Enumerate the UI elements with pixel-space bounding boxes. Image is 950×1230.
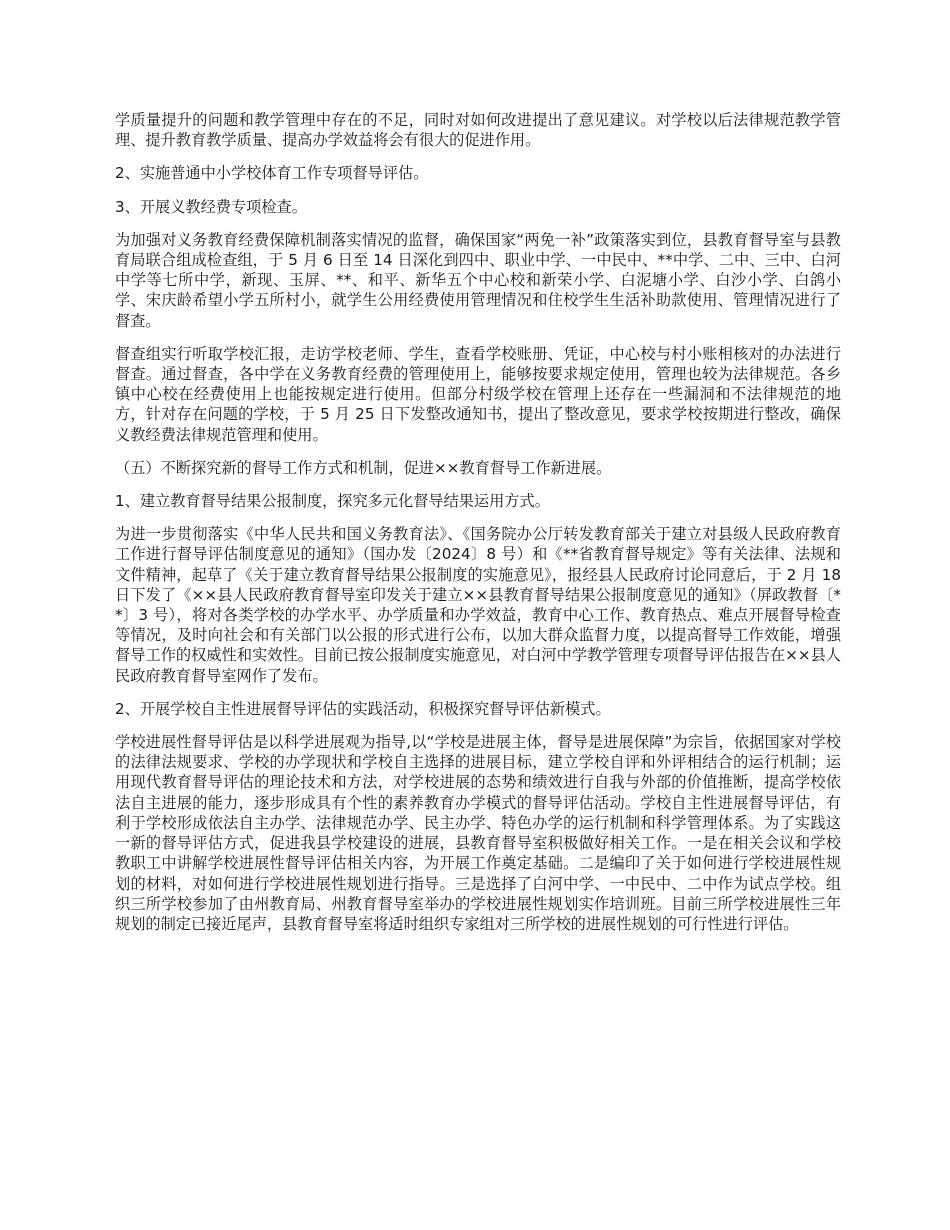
section-heading-development-evaluation: 2、开展学校自主性进展督导评估的实践活动，积极探究督导评估新模式。 [115,699,611,718]
paragraph-bulletin-system: 为进一步贯彻落实《中华人民共和国义务教育法》、《国务院办公厅转发教育部关于建立对县级人民政府教育工作进行督导评估制度意见的通知》（国办发〔2024〕8 号）和《**省教育督导规定》等有关法律、法规和文件精神，起草了《关于建立教育督导结果公报制度的实施意见》，报经县人民政府讨论同意后，于 2 月 18 日下发了《××县人民政府教育督导室印发关于建立××县教育督导结果公报制度意见的通知》（屏政教督〔**〕3 号），将对各类学校的办学水平、办学质量和办学效益，教育中心工作、教育热点、难点开展督导检查等情况，及时向社会和有关部门以公报的形式进行公布，以加大群众监督力度，以提高督导工作效能，增强督导工作的权威性和实效性。目前已按公报制度实施意见，对白河中学教学管理专项督导评估报告在××县人民政府教育督导室网作了发布。 [115,525,841,685]
paragraph-inspection-method: 督查组实行听取学校汇报，走访学校老师、学生，查看学校账册、凭证，中心校与村小账相核对的办法进行督查。通过督查，各中学在义务教育经费的管理使用上，能够按要求规定使用，管理也较为法律规范。各乡镇中心校在经费使用上也能按规定进行使用。但部分村级学校在管理上还存在一些漏洞和不法律规范的地方，针对存在问题的学校，于 5 月 25 日下发整改通知书，提出了整改意见，要求学校按期进行整改，确保义教经费法律规范管理和使用。 [115,344,841,444]
section-heading-bulletin-system: 1、建立教育督导结果公报制度，探究多元化督导结果运用方式。 [115,492,550,511]
paragraph-funding-inspection: 为加强对义务教育经费保障机制落实情况的监督，确保国家“两免一补”政策落实到位，县教育督导室与县教育局联合组成检查组，于 5 月 6 日至 14 日深化到四中、职业中学、一中民中、**中学、二中、三中、白河中学等七所中学，新现、玉屏、**、和平、新华五个中心校和新荣小学、白泥塘小学、白沙小学、白鸽小学、宋庆龄希望小学五所村小，就学生公用经费使用管理情况和住校学生生活补助款使用、管理情况进行了督查。 [115,230,841,330]
section-heading-pe-evaluation: 2、实施普通中小学校体育工作专项督导评估。 [115,164,429,183]
paragraph-development-evaluation: 学校进展性督导评估是以科学进展观为指导,以“学校是进展主体，督导是进展保障”为宗旨，依据国家对学校的法律法规要求、学校的办学现状和学校自主选择的进展目标，建立学校自评和外评相结合的运行机制；运用现代教育督导评估的理论技术和方法，对学校进展的态势和绩效进行自我与外部的价值推断，提高学校依法自主进展的能力，逐步形成具有个性的素养教育办学模式的督导评估活动。学校自主性进展督导评估，有利于学校形成依法自主办学、法律规范办学、民主办学、特色办学的运行机制和科学管理体系。为了实践这一新的督导评估方式，促进我县学校建设的进展，县教育督导室积极做好相关工作。一是在相关会议和学校教职工中讲解学校进展性督导评估相关内容，为开展工作奠定基础。二是编印了关于如何进行学校进展性规划的材料，对如何进行学校进展性规划进行指导。三是选择了白河中学、一中民中、二中作为试点学校。组织三所学校参加了由州教育局、州教育督导室举办的学校进展性规划实作培训班。目前三所学校进展性三年规划的制定已接近尾声，县教育督导室将适时组织专家组对三所学校的进展性规划的可行性进行评估。 [115,733,841,933]
section-heading-five: （五）不断探究新的督导工作方式和机制，促进××教育督导工作新进展。 [115,458,612,477]
paragraph-1: 学质量提升的问题和教学管理中存在的不足，同时对如何改进提出了意见建议。对学校以后法律规范教学管理、提升教育教学质量、提高办学效益将会有很大的促进作用。 [115,111,841,150]
section-heading-funding-inspection: 3、开展义教经费专项检查。 [115,197,307,216]
document-page [115,110,841,947]
